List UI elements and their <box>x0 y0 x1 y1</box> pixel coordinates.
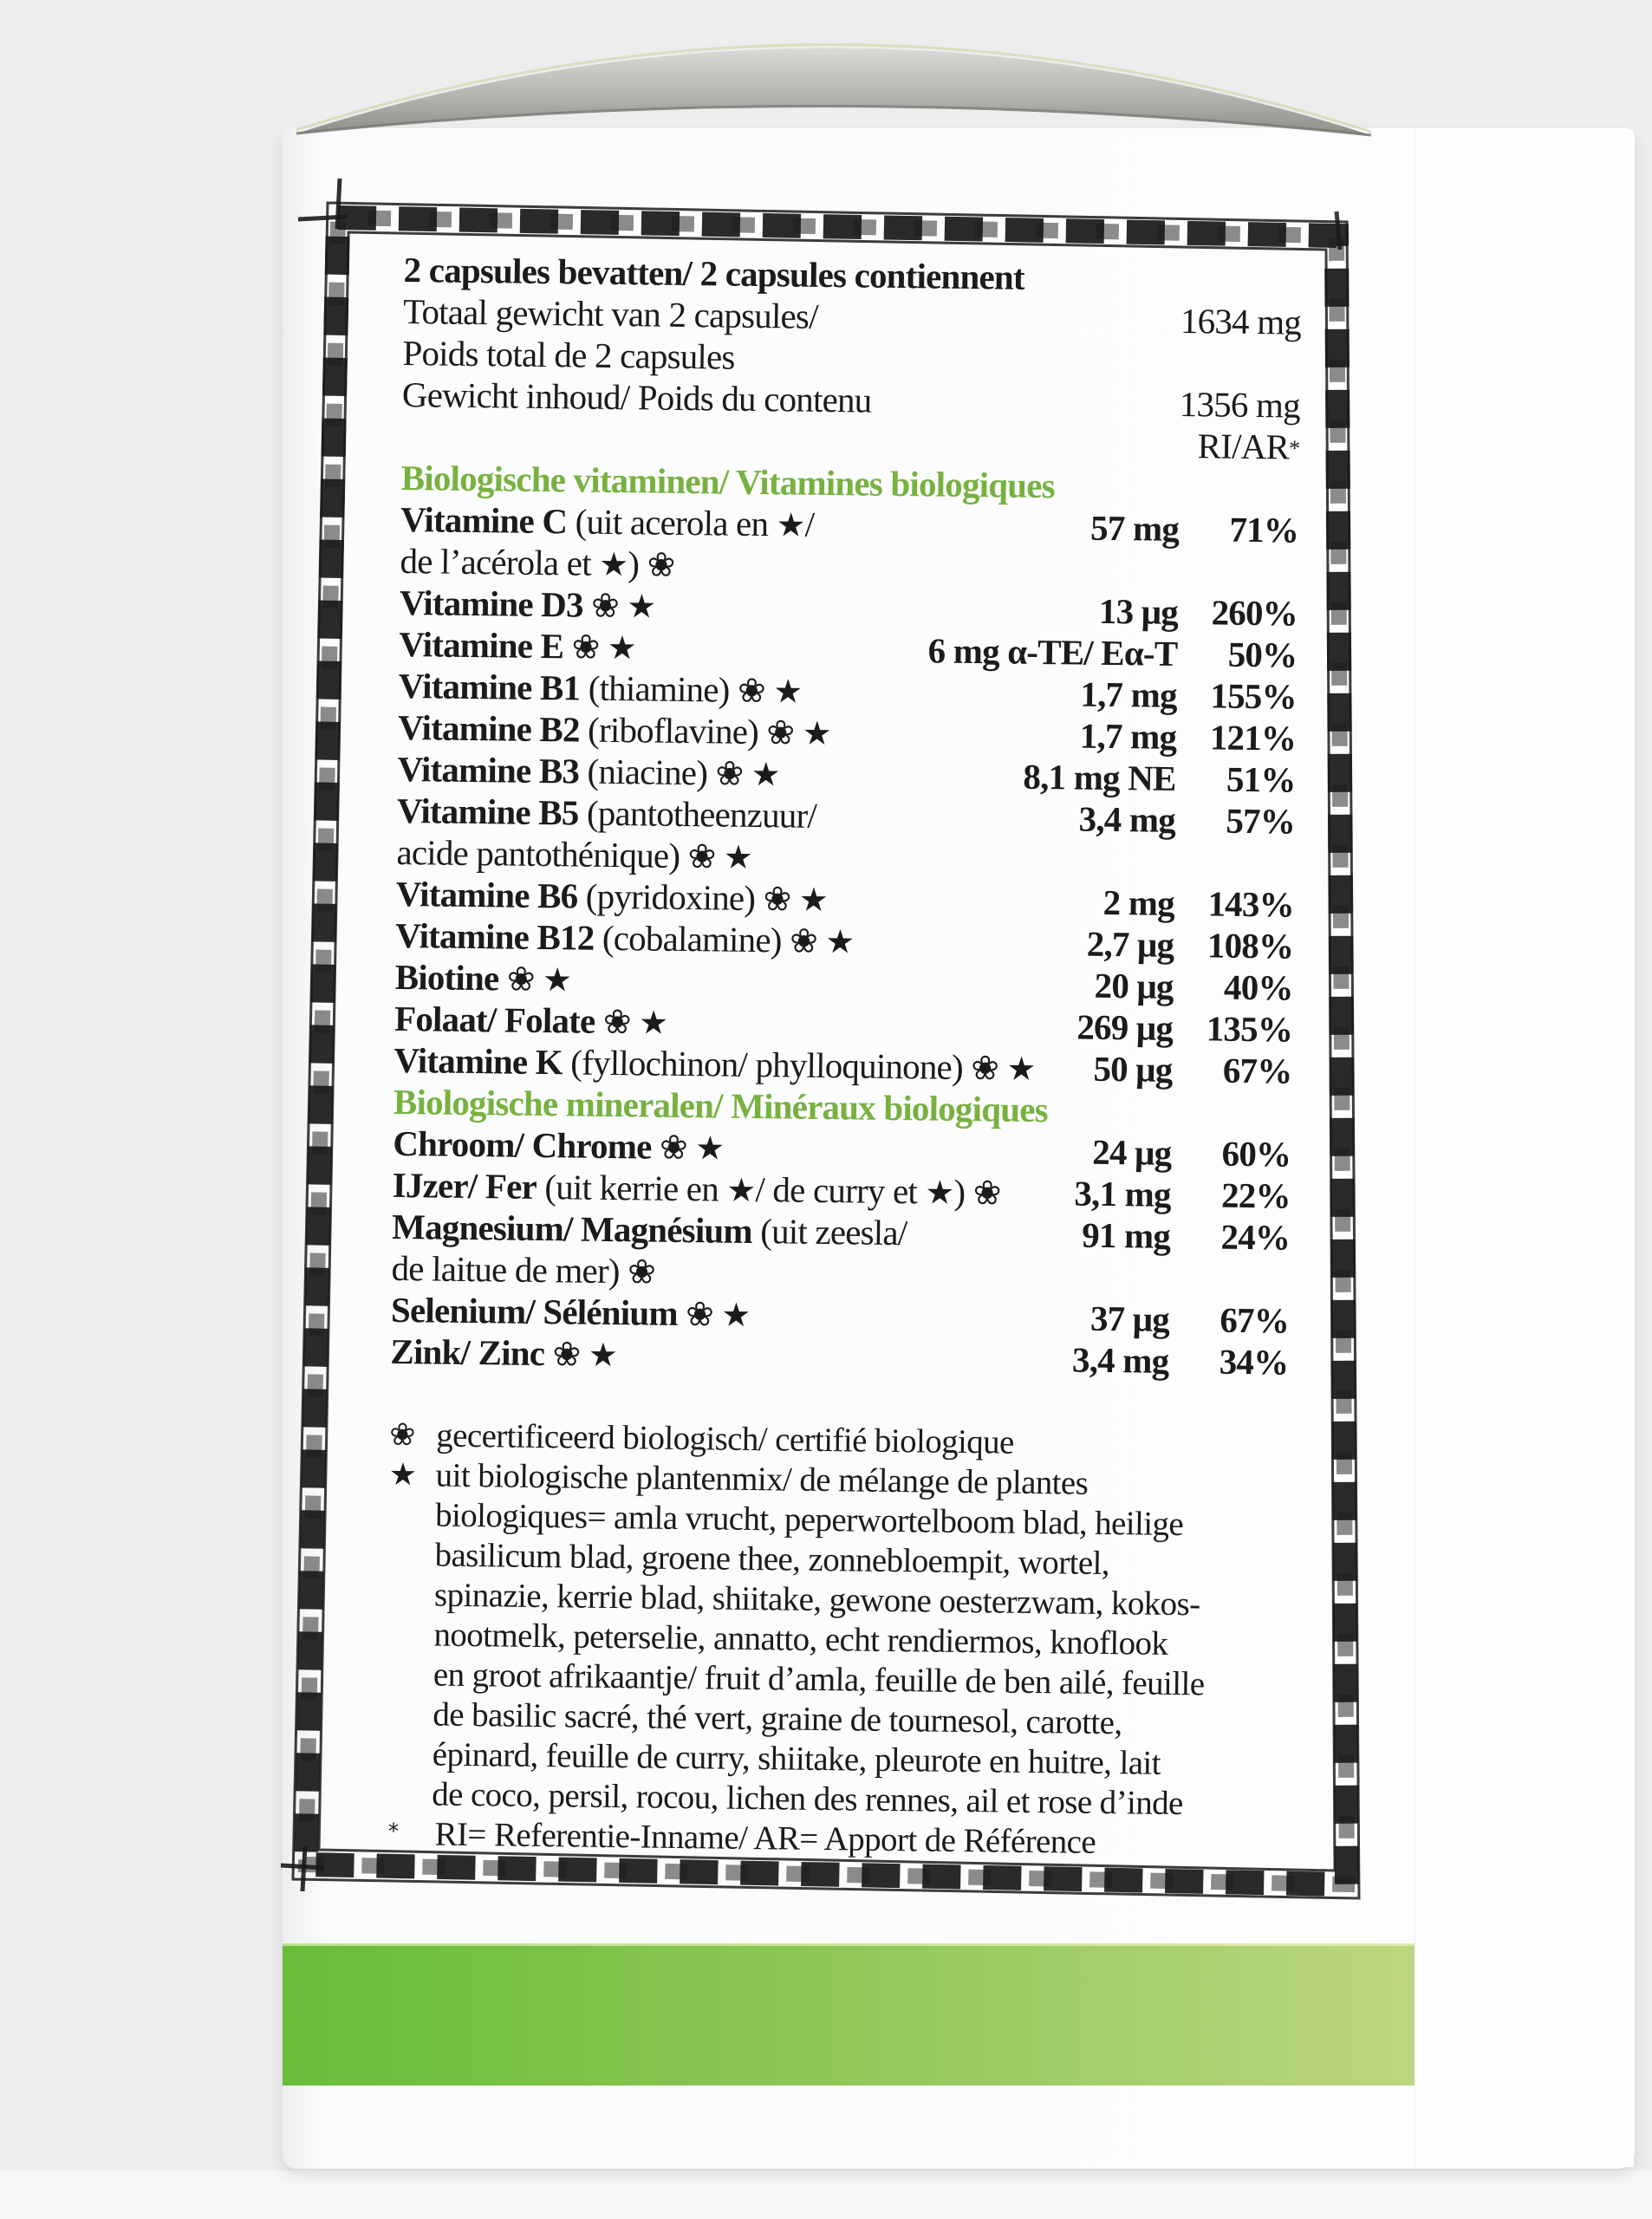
footnote-symbol: ❀ <box>389 1416 416 1454</box>
nutrient-percent: 60% <box>1221 1133 1291 1175</box>
flower-icon: ❀ <box>971 1049 999 1089</box>
nutrient-name <box>399 623 928 671</box>
star-icon: ★ <box>776 505 805 544</box>
star-icon: ★ <box>721 1295 751 1334</box>
nutrient-name-rest: (riboflavine) ❀ ★ <box>587 709 832 753</box>
nutrient-percent: 67% <box>1219 1299 1290 1341</box>
footnote-line: gecertificeerd biologisch/ certifié biologique <box>436 1416 1015 1461</box>
nutrient-name-bold: Vitamine B12 <box>395 914 595 958</box>
flower-icon: ❀ <box>972 1174 1001 1214</box>
ri-ar-label: RI/AR <box>1197 426 1290 467</box>
nutrient-name-rest: (cobalamine) ❀ ★ <box>602 917 855 961</box>
nutrient-name-bold: Vitamine D3 <box>399 582 584 625</box>
footnote-lines <box>432 1456 1287 1825</box>
nutrient-name <box>397 748 1023 797</box>
flower-icon: ❀ <box>737 671 766 712</box>
nutrient-name-rest <box>563 626 636 667</box>
nutrient-name <box>390 1331 1072 1381</box>
nutrient-name-bold: Folaat/ Folate <box>393 998 595 1041</box>
nutrient-amount: 37 μg <box>1089 1298 1170 1339</box>
nutrient-name-rest <box>582 585 655 626</box>
nutrient-percent: 40% <box>1223 966 1293 1008</box>
box-lid-rim-highlight <box>296 44 1371 132</box>
footnote-line: basilicum blad, groene thee, zonnebloempit, wortel, <box>434 1536 1110 1583</box>
star-icon: ★ <box>588 1335 618 1375</box>
star-icon: ★ <box>802 713 832 753</box>
nutrient-amount: 91 mg <box>1081 1214 1171 1256</box>
flower-icon: ❀ <box>506 960 535 999</box>
nutrient-percent: 71% <box>1229 509 1299 550</box>
nutrient-amount: 3,4 mg <box>1071 1339 1169 1381</box>
nutrient-name-bold: Vitamine B6 <box>395 873 578 916</box>
footnotes <box>384 1415 1287 1865</box>
nutrient-amount: 2 mg <box>1102 882 1175 923</box>
flower-icon: ❀ <box>590 586 620 627</box>
nutrient-amount: 2,7 μg <box>1086 923 1174 965</box>
flower-icon: ❀ <box>659 1128 688 1168</box>
weight-label: Totaal gewicht van 2 capsules/ <box>402 290 819 336</box>
nutrient-name-rest: (uit zeesla/ <box>751 1210 907 1253</box>
weight-label: Gewicht inhoud/ Poids du contenu <box>401 374 872 420</box>
nutrient-name-rest: (uit acerola en ★/ <box>575 501 815 544</box>
nutrient-name-rest <box>544 1333 617 1374</box>
star-icon: ★ <box>599 544 628 584</box>
star-icon: ★ <box>607 628 637 667</box>
nutrient-amount: 50 μg <box>1093 1048 1173 1090</box>
flower-icon: ❀ <box>571 628 600 667</box>
nutrient-amount: 57 mg <box>1089 507 1180 549</box>
footnote-line: épinard, feuille de curry, shiitake, pleurote en huitre, lait <box>432 1735 1161 1782</box>
flower-icon: ❀ <box>766 713 795 753</box>
footnote-line: biologiques= amla vrucht, peperwortelboom blad, heilige <box>434 1496 1184 1544</box>
nutrition-table <box>390 249 1302 1383</box>
flower-icon: ❀ <box>685 1295 714 1335</box>
nutrient-name-rest <box>651 1127 724 1168</box>
footnote-line: nootmelk, peterselie, annatto, echt rendiermos, knoflook <box>433 1616 1168 1663</box>
nutrient-name-rest: (fyllochinon/ phylloquinone) ❀ ★ <box>570 1042 1036 1089</box>
flower-icon: ❀ <box>687 837 716 877</box>
nutrient-amount: 1,7 mg <box>1079 715 1177 757</box>
row-text: de l’acérola et ★) ❀ <box>400 540 675 585</box>
flower-icon: ❀ <box>627 1253 656 1292</box>
star-icon: ★ <box>638 1003 668 1042</box>
flower-icon: ❀ <box>763 880 791 920</box>
row-text: acide pantothénique) ❀ ★ <box>396 831 753 877</box>
section-heading: Biologische vitaminen/ Vitamines biologiques <box>400 457 1056 506</box>
section-heading: Biologische mineralen/ Minéraux biologiques <box>393 1081 1049 1130</box>
nutrient-percent: 155% <box>1210 675 1298 717</box>
nutrient-percent: 121% <box>1209 717 1297 758</box>
nutrient-name-bold: Vitamine B1 <box>398 665 581 708</box>
nutrient-name-rest <box>595 1001 667 1042</box>
box-lid-dome <box>296 48 1371 135</box>
nutrient-name-bold: Zink/ Zinc <box>390 1331 545 1374</box>
row-text: 2 capsules bevatten/ 2 capsules contiennent <box>403 249 1025 297</box>
star-icon: ★ <box>825 922 855 961</box>
nutrient-name-bold: Vitamine C <box>400 498 568 542</box>
green-band <box>283 1943 1415 2086</box>
star-icon: ★ <box>798 880 829 920</box>
nutrient-name-rest: (thiamine) ❀ ★ <box>588 667 803 712</box>
footnote-line: RI= Referentie-Inname/ AR= Apport de Référence <box>434 1815 1096 1861</box>
nutrient-name-bold: Chroom/ Chrome <box>393 1123 652 1167</box>
nutrient-percent: 57% <box>1226 800 1296 842</box>
nutrient-amount: 24 μg <box>1092 1131 1172 1173</box>
row-text: de laitue de mer) ❀ <box>391 1247 656 1292</box>
background-floor <box>0 2170 1652 2219</box>
nutrient-amount: 13 μg <box>1098 590 1179 632</box>
flower-icon: ❀ <box>602 1002 631 1043</box>
nutrient-name-bold: Selenium/ Sélénium <box>390 1289 679 1333</box>
nutrient-name-bold: IJzer/ Fer <box>392 1164 537 1207</box>
nutrient-name-bold: Vitamine B3 <box>397 748 580 791</box>
nutrient-percent: 67% <box>1222 1050 1292 1091</box>
nutrient-name-rest <box>677 1293 750 1334</box>
star-icon: ★ <box>1006 1049 1036 1088</box>
nutrient-percent: 24% <box>1220 1216 1291 1258</box>
weight-value: 1634 mg <box>1180 300 1302 342</box>
nutrient-percent: 34% <box>1219 1341 1289 1383</box>
star-icon: ★ <box>773 672 803 711</box>
nutrient-percent: 260% <box>1211 592 1298 634</box>
nutrient-name-bold: Vitamine K <box>393 1039 563 1083</box>
box-side-face <box>1415 130 1634 2167</box>
nutrient-amount: 269 μg <box>1076 1006 1174 1048</box>
flower-icon: ❀ <box>647 545 675 585</box>
nutrient-name-bold: Biotine <box>394 956 499 999</box>
nutrient-name-rest: (uit kerrie en ★/ de curry et ★) ❀ <box>544 1167 1001 1214</box>
star-icon: ★ <box>751 754 781 794</box>
star-icon: ★ <box>723 837 753 876</box>
flower-icon: ❀ <box>789 921 818 961</box>
star-icon: ★ <box>726 1170 756 1210</box>
weight-value: 1356 mg <box>1179 383 1301 426</box>
nutrient-amount: 3,4 mg <box>1078 798 1176 840</box>
nutrient-name-rest: (niacine) ❀ ★ <box>587 751 781 794</box>
flower-icon: ❀ <box>552 1335 581 1375</box>
nutrient-name-rest: (pantotheenzuur/ <box>578 792 817 836</box>
nutrient-name-bold: Vitamine E <box>399 623 564 667</box>
nutrient-percent: 143% <box>1207 883 1295 925</box>
nutrient-amount: 3,1 mg <box>1074 1173 1172 1214</box>
footnote-line: uit biologische plantenmix/ de mélange de plantes <box>435 1456 1089 1502</box>
star-icon: ★ <box>542 960 572 999</box>
footnote-line: en groot afrikaantje/ fruit d’amla, feuille de ben ailé, feuille <box>433 1656 1205 1703</box>
nutrient-name-bold: Vitamine B5 <box>396 790 579 833</box>
footnote <box>385 1455 1287 1825</box>
nutrient-percent: 135% <box>1206 1008 1293 1050</box>
nutrient-name-rest <box>498 958 571 999</box>
flower-icon: ❀ <box>715 754 744 794</box>
nutrient-amount: 1,7 mg <box>1080 674 1178 715</box>
footnote-line: de basilic sacré, thé vert, graine de tournesol, carotte, <box>433 1695 1122 1742</box>
footnote-symbol: * <box>387 1818 399 1845</box>
nutrient-percent: 22% <box>1220 1175 1291 1216</box>
footnote-line: spinazie, kerrie blad, shiitake, gewone oesterzwam, kokos- <box>433 1576 1200 1624</box>
footnote-line: de coco, persil, rocou, lichen des rennes, ail et rose d’inde <box>431 1775 1183 1823</box>
nutrition-panel <box>384 249 1302 1865</box>
nutrient-amount: 6 mg α-TE/ Eα-T <box>927 630 1178 674</box>
nutrient-percent: 108% <box>1206 925 1294 966</box>
star-icon: ★ <box>627 587 656 626</box>
star-icon: ★ <box>695 1129 725 1168</box>
nutrient-name-rest: (pyridoxine) ❀ ★ <box>585 875 829 920</box>
nutrient-amount: 20 μg <box>1094 965 1174 1006</box>
ri-ar-asterisk: * <box>1288 435 1300 461</box>
nutrient-name-bold: Vitamine B2 <box>397 706 581 750</box>
nutrient-name-bold: Magnesium/ Magnésium <box>391 1206 753 1251</box>
nutrient-amount: 8,1 mg NE <box>1023 756 1176 798</box>
nutrient-percent: 50% <box>1227 634 1298 675</box>
nutrient-percent: 51% <box>1226 758 1296 800</box>
row-text: Poids total de 2 capsules <box>402 332 735 377</box>
footnote-symbol: ★ <box>388 1456 417 1493</box>
star-icon: ★ <box>925 1173 954 1212</box>
